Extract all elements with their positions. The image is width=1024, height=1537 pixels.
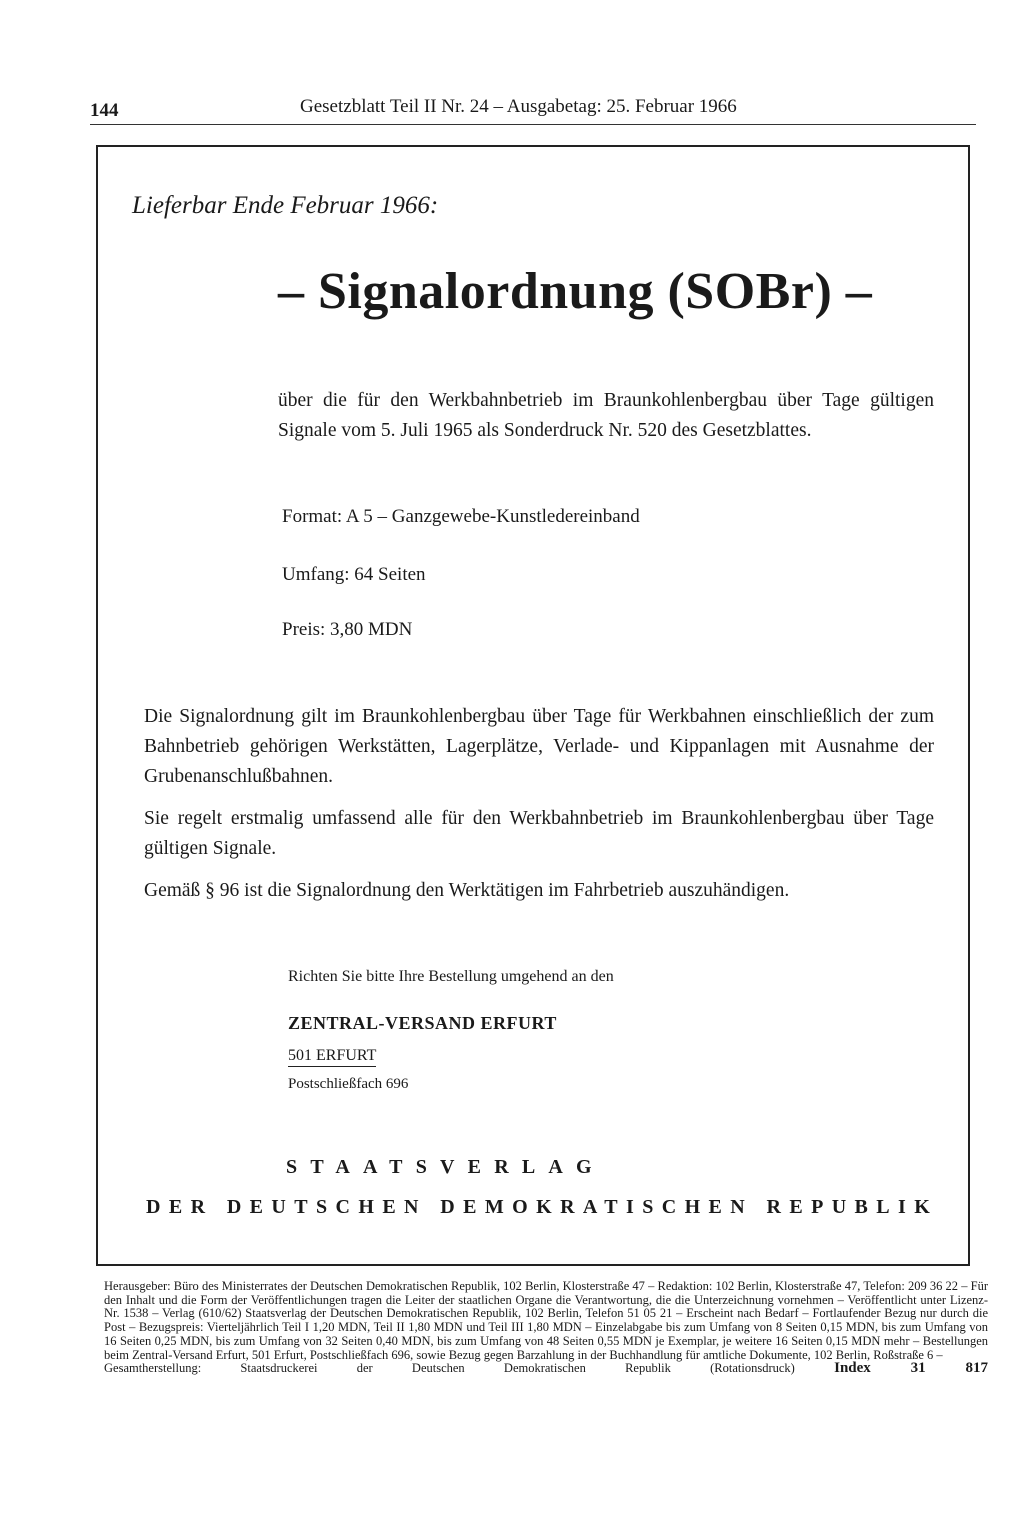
distribution-paragraph: Gemäß § 96 ist die Signalordnung den Werktätigen im Fahrbetrieb auszuhändigen.: [144, 880, 790, 901]
format-spec: Format: A 5 – Ganzgewebe-Kunstledereinband: [282, 506, 640, 527]
running-header: Gesetzblatt Teil II Nr. 24 – Ausgabetag: 25. Februar 1966: [300, 96, 737, 117]
page-number: 144: [90, 100, 119, 121]
publication-title: – Signalordnung (SOBr) –: [278, 263, 873, 320]
publisher-line-2: DER DEUTSCHEN DEMOKRATISCHEN REPUBLIK: [146, 1196, 939, 1218]
vendor-city: 501 ERFURT: [288, 1047, 376, 1067]
imprint-printer: Gesamtherstellung: Staatsdruckerei der Deutschen Demokratischen Republik (Rotationsdruck): [104, 1361, 795, 1376]
imprint-text: Herausgeber: Büro des Ministerrates der Deutschen Demokratischen Republik, 102 Berlin, Klosterstraße 47 – Redaktion: 102 Berlin, Klosterstraße 47, Telefon: 209 36 22 – Für den Inhalt und die Form der Veröffentlichungen tragen die Leiter der staatlichen Organe die Verantwortung, die die Unterzeichnung vornehmen – Veröffentlicht unter Lizenz-Nr. 1538 – Verlag (610/62) Staatsverlag der Deutschen Demokratischen Republik, 102 Berlin, Telefon 51 05 21 – Erscheint nach Bedarf – Fortlaufender Bezug nur durch die Post – Bezugspreis: Vierteljährlich Teil I 1,20 MDN, Teil II 1,80 MDN und Teil III 1,80 MDN – Einzelabgabe bis zum Umfang von 8 Seiten 0,15 MDN, bis zum Umfang von 16 Seiten 0,25 MDN, bis zum Umfang von 32 Seiten 0,40 MDN, bis zum Umfang von 48 Seiten 0,55 MDN je Exemplar, je weitere 16 Seiten 0,15 MDN mehr – Bestellungen beim Zentral-Versand Erfurt, 501 Erfurt, Postschließfach 696, sowie Bezug gegen Barzahlung in der Buchhandlung für amtliche Dokumente, 102 Berlin, Roßstraße 6 –: [104, 1279, 988, 1362]
vendor-po-box: Postschließfach 696: [288, 1076, 409, 1092]
publication-subtitle: über die für den Werkbahnbetrieb im Braunkohlenbergbau über Tage gültigen Signale vom 5. Juli 1965 als Sonderdruck Nr. 520 des Gesetzblattes.: [278, 390, 934, 441]
availability-note: Lieferbar Ende Februar 1966:: [132, 192, 439, 219]
price-spec: Preis: 3,80 MDN: [282, 619, 413, 640]
order-instruction: Richten Sie bitte Ihre Bestellung umgehend an den: [288, 968, 614, 985]
index-number: Index 31 817: [834, 1360, 989, 1377]
scope-paragraph: Die Signalordnung gilt im Braunkohlenbergbau über Tage für Werkbahnen einschließlich der zum Bahnbetrieb gehörigen Werkstätten, Lagerplätze, Verlade- und Kippanlagen mit Ausnahme der Grubenanschlußbahnen.: [144, 706, 934, 787]
imprint-block: [104, 1280, 988, 1376]
header-rule: [90, 124, 976, 125]
publisher-line-1: STAATSVERLAG: [286, 1156, 605, 1178]
regulation-paragraph: Sie regelt erstmalig umfassend alle für den Werkbahnbetrieb im Braunkohlenbergbau über Tage gültigen Signale.: [144, 808, 934, 859]
imprint-last-line: [104, 1362, 988, 1376]
page-count-spec: Umfang: 64 Seiten: [282, 564, 426, 585]
vendor-name: ZENTRAL-VERSAND ERFURT: [288, 1013, 557, 1033]
